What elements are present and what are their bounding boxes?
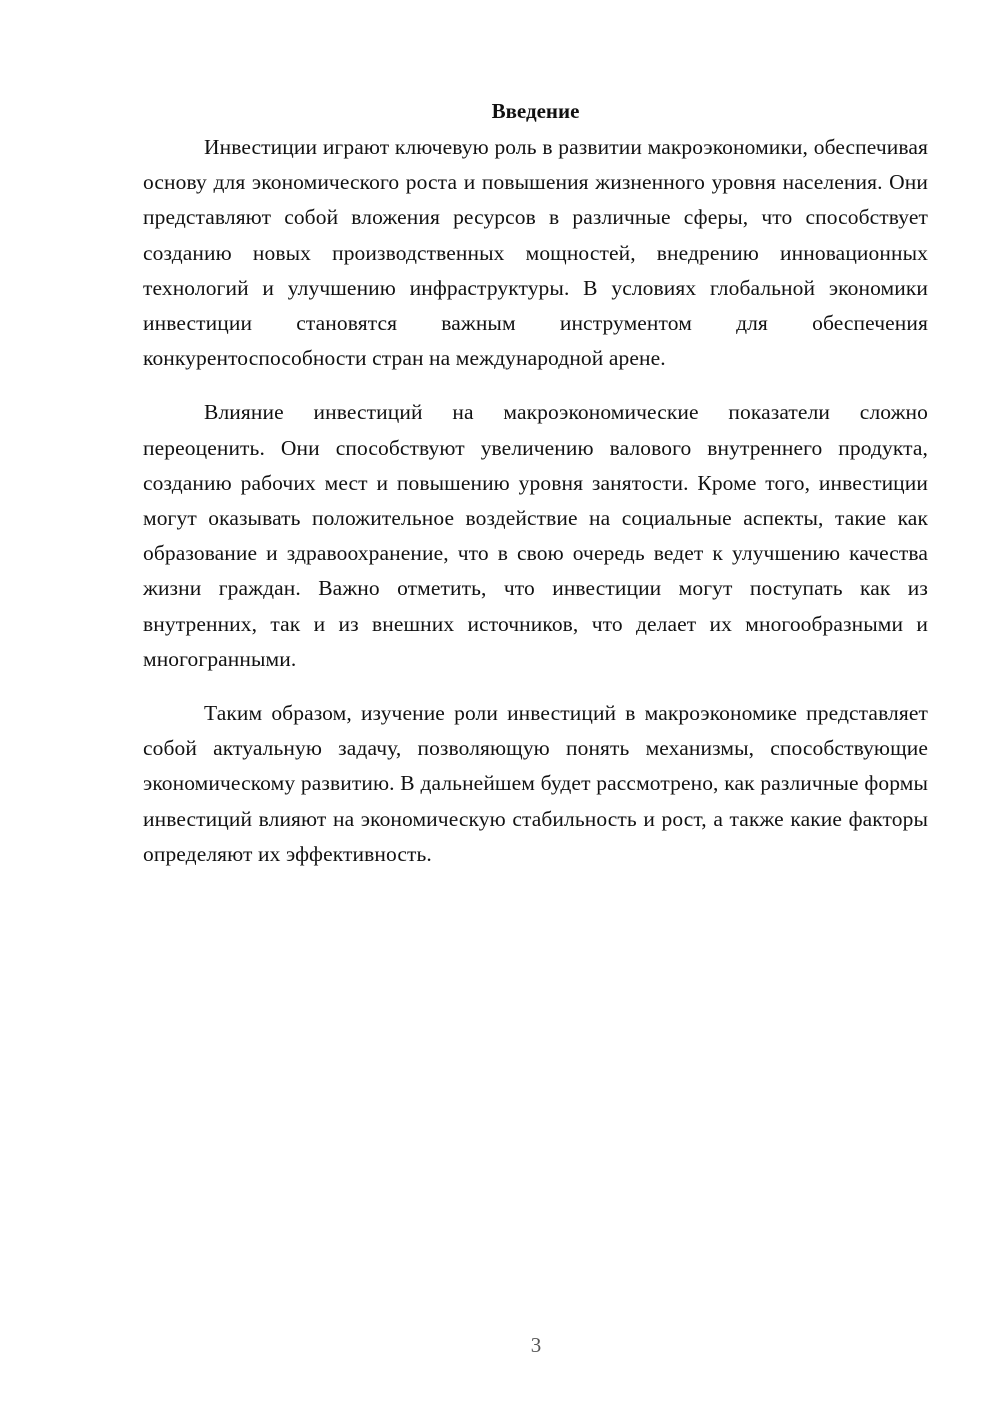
page-number: 3 <box>530 1333 542 1357</box>
page-content <box>143 96 928 891</box>
paragraph-1: Инвестиции играют ключевую роль в развитии макроэкономики, обеспечивая основу для экономического роста и повышения жизненного уровня населения. Они представляют собой вложения ресурсов в различные сферы, что способствует созданию новых производственных мощностей, внедрению инновационных технологий и улучшению инфраструктуры. В условиях глобальной экономики инвестиции становятся важным инструментом для обеспечения конкурентоспособности стран на международной арене. <box>143 135 928 371</box>
paragraph-2: Влияние инвестиций на макроэкономические показатели сложно переоценить. Они способствуют увеличению валового внутреннего продукта, созданию рабочих мест и повышению уровня занятости. Кроме того, инвестиции могут оказывать положительное воздействие на социальные аспекты, такие как образование и здравоохранение, что в свою очередь ведет к улучшению качества жизни граждан. Важно отметить, что инвестиции могут поступать как из внутренних, так и из внешних источников, что делает их многообразными и многогранными. <box>143 400 928 671</box>
paragraph-3: Таким образом, изучение роли инвестиций в макроэкономике представляет собой актуальную задачу, позволяющую понять механизмы, способствующие экономическому развитию. В дальнейшем будет рассмотрено, как различные формы инвестиций влияют на экономическую стабильность и рост, а также какие факторы определяют их эффективность. <box>143 701 928 866</box>
section-title: Введение <box>491 99 580 123</box>
